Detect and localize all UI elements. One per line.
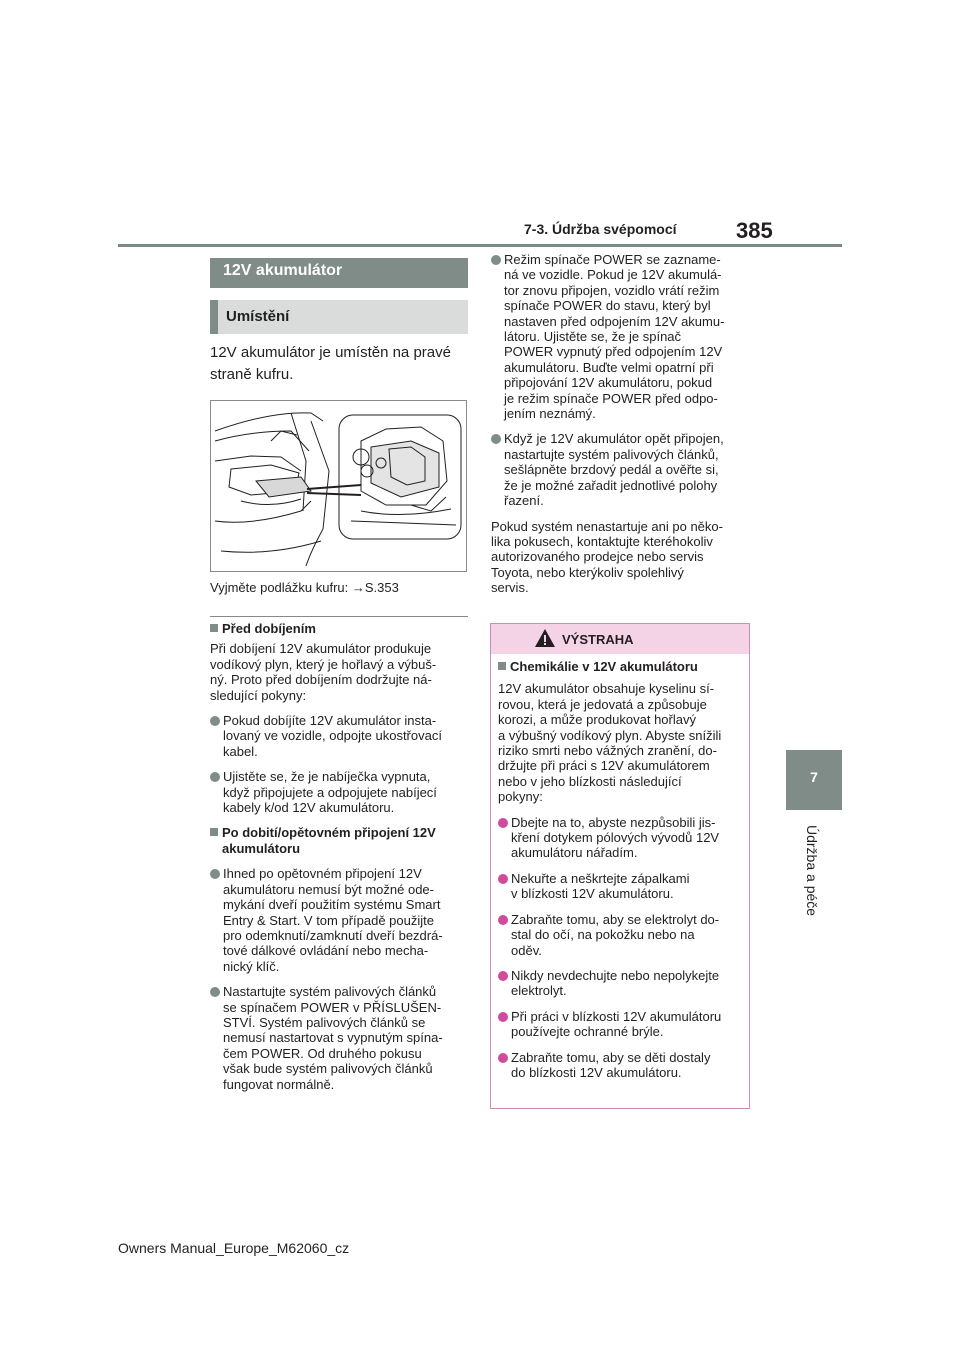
warning-title: VÝSTRAHA bbox=[562, 632, 634, 647]
footer-doc-id: Owners Manual_Europe_M62060_cz bbox=[118, 1240, 350, 1256]
warning-heading: Chemikálie v 12V akumulátoru bbox=[498, 659, 746, 674]
warning-text: 12V akumulátor obsahuje kyselinu sí- rovou, která je jedovatá a způsobuje korozi, a může produkovat hořlavý a výbušný vodíkový plyn. Abyste snížili riziko smrti nebo vážných zranění, do- držujte při práci s 12V akumulátorem nebo v jeho blízkosti následující pokyny: bbox=[498, 681, 722, 805]
square-bullet-icon bbox=[210, 828, 218, 836]
trunk-illustration bbox=[210, 400, 467, 572]
list-item: Nekuřte a neškrtejte zápalkami v blízkosti 12V akumulátoru. bbox=[498, 871, 746, 902]
right-column-text bbox=[491, 252, 753, 596]
list-item: Ujistěte se, že je nabíječka vypnuta, když připojujete a odpojujete nabíjecí kabely k/od 12V akumulátoru. bbox=[210, 769, 472, 815]
subsection-title: Umístění bbox=[226, 308, 290, 325]
warning-content bbox=[498, 659, 746, 1080]
chapter-label-text: Údržba a péče bbox=[804, 825, 820, 917]
heading-before-charging: Před dobíjením bbox=[210, 621, 472, 636]
list-item: Když je 12V akumulátor opět připojen, nastartujte systém palivových článků, sešlápněte brzdový pedál a ověřte si, že je možné zařadit jednotlivé polohy řazení. bbox=[491, 431, 753, 508]
list-item: Nikdy nevdechujte nebo nepolykejte elektrolyt. bbox=[498, 968, 746, 999]
chapter-number: 7 bbox=[810, 769, 818, 785]
list-item: Nastartujte systém palivových článků se spínačem POWER v PŘÍSLUŠEN- STVÍ. Systém palivových článků se nemusí nastartovat s vypnutým spína- čem POWER. Od druhého pokusu však bude systém palivových článků fungovat normálně. bbox=[210, 984, 472, 1092]
list-item: Při práci v blízkosti 12V akumulátoru používejte ochranné brýle. bbox=[498, 1009, 746, 1040]
list-item: Zabraňte tomu, aby se elektrolyt do- stal do očí, na pokožku nebo na oděv. bbox=[498, 912, 746, 958]
list-item: Ihned po opětovném připojení 12V akumulátoru nemusí být možné ode- mykání dveří použitím systému Smart Entry & Start. V tom případě použijte pro odemknutí/zamknutí dveří bezdrá- tové dálkové ovládání nebo mecha- nický klíč. bbox=[210, 866, 472, 974]
intro-text: 12V akumulátor je umístěn na pravé straně kufru. bbox=[210, 344, 451, 383]
list-item: Dbejte na to, abyste nezpůsobili jis- kření dotykem pólových vývodů 12V akumulátoru nářadím. bbox=[498, 815, 746, 861]
square-bullet-icon bbox=[498, 662, 506, 670]
list-item: Pokud dobíjíte 12V akumulátor insta- lovaný ve vozidle, odpojte ukostřovací kabel. bbox=[210, 713, 472, 759]
header-rule bbox=[118, 244, 842, 247]
list-item: Zabraňte tomu, aby se děti dostaly do blízkosti 12V akumulátoru. bbox=[498, 1050, 746, 1081]
trunk-drawing bbox=[211, 401, 466, 571]
heading-after-reconnect: Po dobití/opětovném připojení 12V akumulátoru bbox=[210, 825, 472, 856]
before-charging-text: Při dobíjení 12V akumulátor produkuje vodíkový plyn, který je hořlavý a výbuš- ný. Proto před dobíjením dodržujte ná- sledující pokyny: bbox=[210, 641, 437, 703]
figure-caption: Vyjměte podlážku kufru: →S.353 bbox=[210, 580, 399, 595]
left-column-text bbox=[210, 621, 472, 1092]
chapter-tab bbox=[786, 750, 842, 810]
warning-box bbox=[490, 623, 750, 1109]
warning-header bbox=[491, 624, 749, 654]
section-title: 12V akumulátor bbox=[223, 262, 343, 279]
chapter-label bbox=[786, 825, 842, 935]
section-reference: 7-3. Údržba svépomocí bbox=[524, 221, 677, 237]
subsection-bar bbox=[210, 300, 468, 334]
page-number: 385 bbox=[736, 218, 773, 243]
service-note: Pokud systém nenastartuje ani po něko- lika pokusech, kontaktujte kteréhokoliv autorizovaného prodejce nebo servis Toyota, nebo kterýkoliv spolehlivý servis. bbox=[491, 518, 723, 596]
section-title-bar bbox=[210, 258, 468, 288]
square-bullet-icon bbox=[210, 624, 218, 632]
list-item: Režim spínače POWER se zazname- ná ve vozidle. Pokud je 12V akumulá- tor znovu připojen, vozidlo vrátí režim spínače POWER do stavu, který byl nastaven před odpojením 12V akumu- látoru. Ujistěte se, že je spínač POWER vypnutý před odpojením 12V akumulátoru. Buďte velmi opatrní při připojování 12V akumulátoru, pokud je režim spínače POWER před odpo- jením neznámý. bbox=[491, 252, 753, 421]
caption-rule bbox=[210, 616, 468, 617]
warning-triangle-icon bbox=[534, 628, 556, 648]
